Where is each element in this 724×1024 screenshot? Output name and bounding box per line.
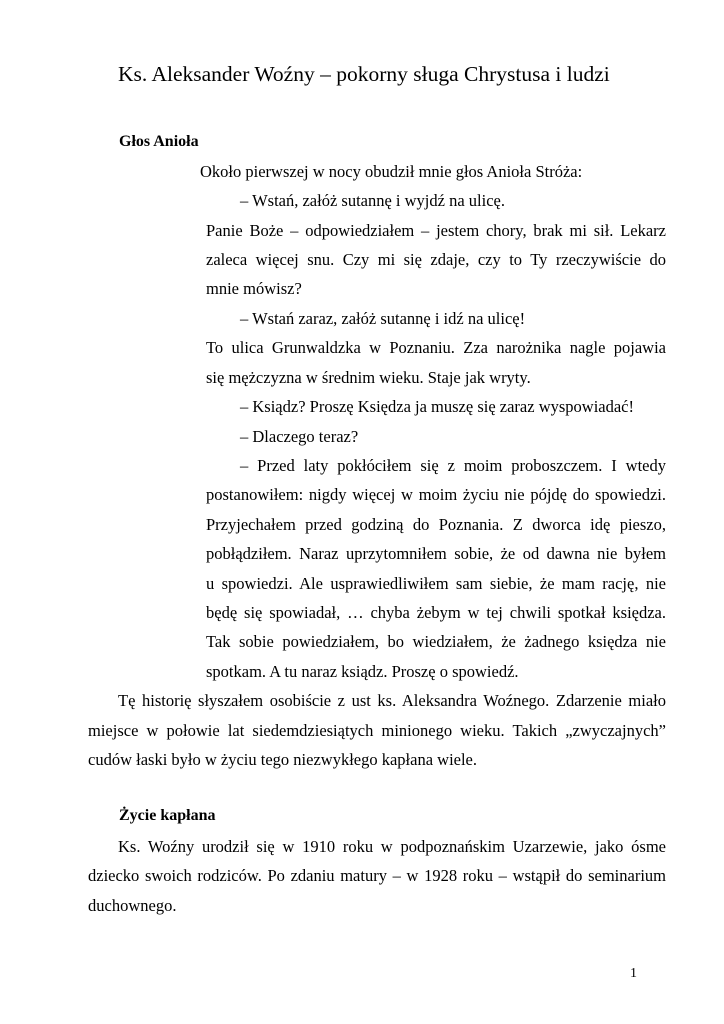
document-title: Ks. Aleksander Woźny – pokorny sługa Chrystusa i ludzi (118, 62, 610, 86)
paragraph-line: Tę historię słyszałem osobiście z ust ks. Aleksandra Woźnego. Zdarzenie miało (118, 691, 666, 710)
text-line: To ulica Grunwaldzka w Poznaniu. Zza narożnika nagle pojawia (206, 338, 666, 357)
text-line: – Wstań zaraz, załóż sutannę i idź na ulicę! (240, 309, 526, 328)
page-number: 1 (630, 966, 637, 981)
paragraph-line: miejsce w połowie lat siedemdziesiątych minionego wieku. Takich „zwyczajnych” (88, 721, 666, 740)
text-line: – Wstań, załóż sutannę i wyjdź na ulicę. (240, 191, 505, 210)
text-line: u spowiedzi. Ale usprawiedliwiłem sam siebie, że mam rację, nie (206, 574, 666, 593)
section-heading-zycie-kaplana: Życie kapłana (119, 807, 216, 824)
text-line: Panie Boże – odpowiedziałem – jestem chory, brak mi sił. Lekarz (206, 221, 666, 240)
text-line: spotkam. A tu naraz ksiądz. Proszę o spowiedź. (206, 662, 519, 681)
text-line: – Ksiądz? Proszę Księdza ja muszę się zaraz wyspowiadać! (240, 397, 635, 416)
text-line: pobłądziłem. Naraz uprzytomniłem sobie, że od dawna nie byłem (206, 544, 666, 563)
paragraph-line: Ks. Woźny urodził się w 1910 roku w podpoznańskim Uzarzewie, jako ósme (118, 837, 666, 856)
text-line: mnie mówisz? (206, 279, 302, 298)
text-line: Około pierwszej w nocy obudził mnie głos Anioła Stróża: (200, 162, 583, 181)
text-line: – Dlaczego teraz? (240, 427, 359, 446)
text-line: Tak sobie powiedziałem, bo wiedziałem, że żadnego księdza nie (206, 632, 666, 651)
text-line: zaleca więcej snu. Czy mi się zdaje, czy to Ty rzeczywiście do (206, 250, 666, 269)
text-line: postanowiłem: nigdy więcej w moim życiu nie pójdę do spowiedzi. (206, 485, 666, 504)
paragraph-line: cudów łaski było w życiu tego niezwykłego kapłana wiele. (88, 750, 478, 769)
text-line: Przyjechałem przed godziną do Poznania. Z dworca idę pieszo, (206, 515, 666, 534)
paragraph-line: dziecko swoich rodziców. Po zdaniu matury – w 1928 roku – wstąpił do seminarium (88, 866, 666, 885)
paragraph-line: duchownego. (88, 896, 177, 915)
text-line: się mężczyzna w średnim wieku. Staje jak wryty. (206, 368, 531, 387)
text-line: będę się spowiadał, … chyba żebym w tej chwili spotkał księdza. (206, 603, 666, 622)
section-heading-glos-aniola: Głos Anioła (119, 133, 199, 150)
text-line: – Przed laty pokłóciłem się z moim proboszczem. I wtedy (240, 456, 666, 475)
